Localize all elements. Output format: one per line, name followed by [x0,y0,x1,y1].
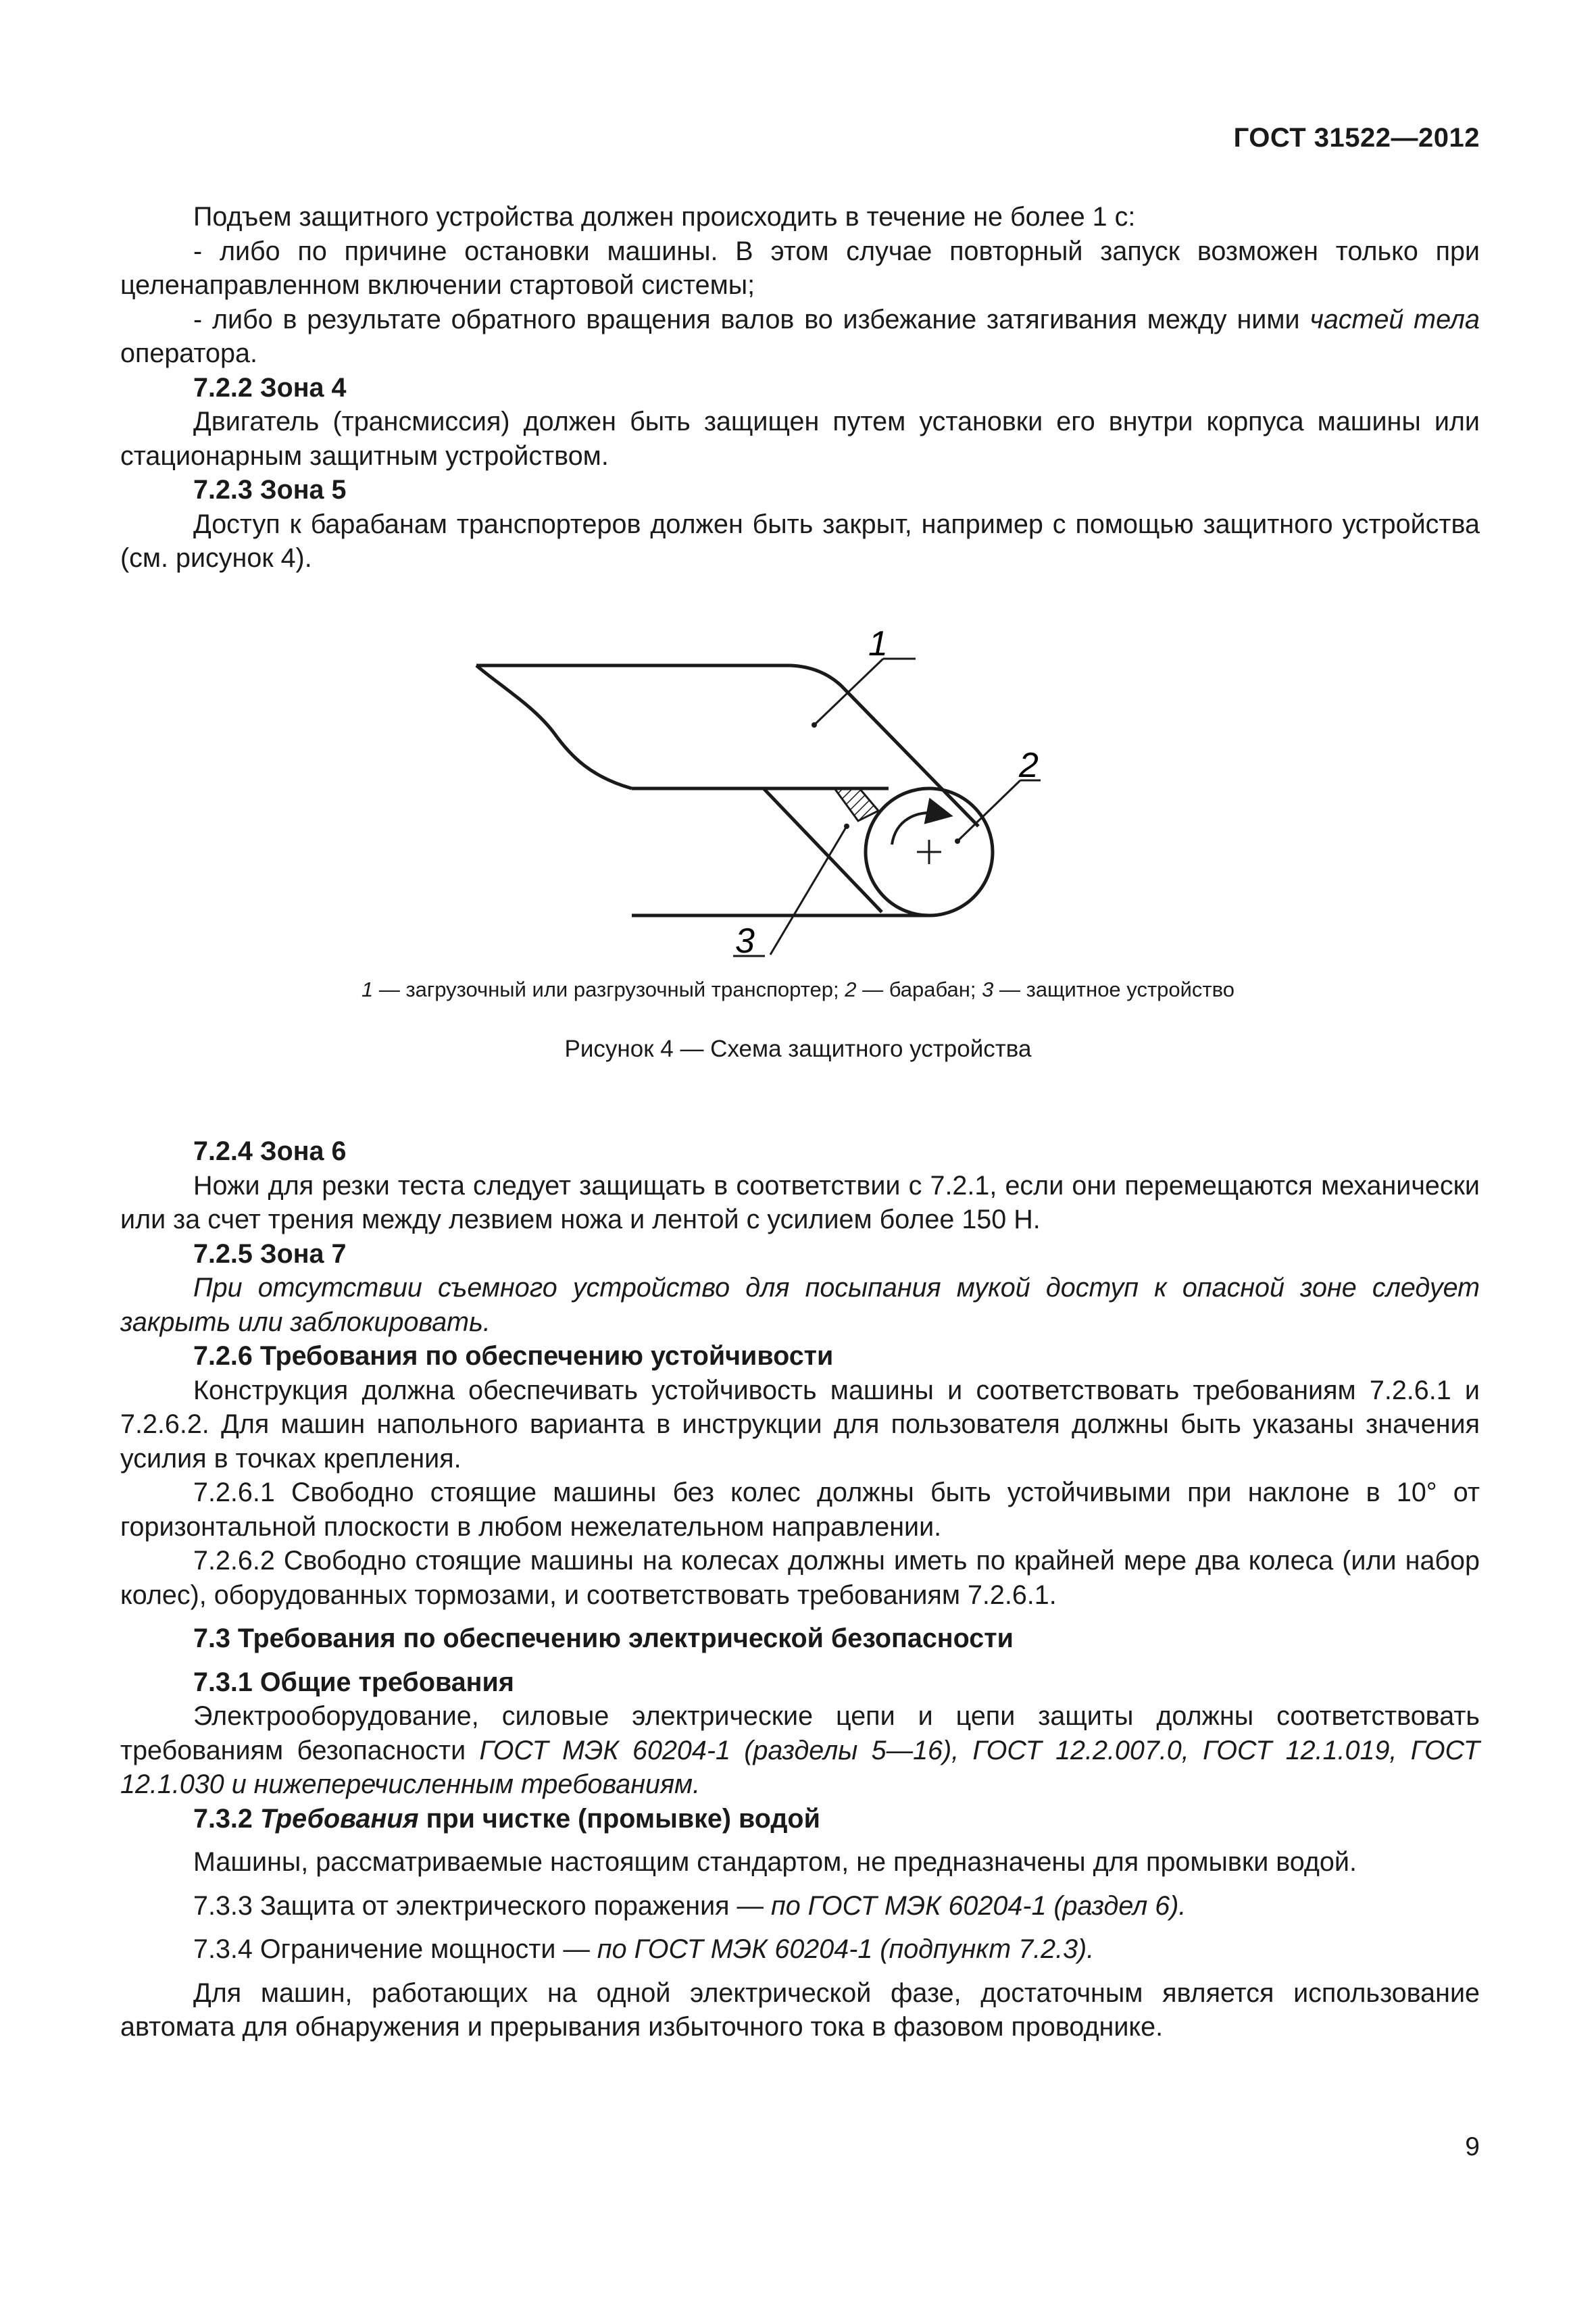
paragraph-7-2-6-2: 7.2.6.2 Свободно стоящие машины на колесах должны иметь по крайней мере два колеса (или набор колес), оборудованных тормозами, и соответствовать требованиям 7.2.6.1. [120,1546,1480,1610]
italic-run: ГОСТ МЭК 60204-1 (разделы 5—16), ГОСТ 12.2.007.0, ГОСТ 12.1.019, ГОСТ 12.1.030 и нижеперечисленным требованиям. [120,1735,1480,1799]
paragraph-7-3-3 [120,1889,1480,1923]
heading-general-requirements: 7.3.1 Общие требования [193,1667,514,1697]
legend-number: 2 [845,978,857,1001]
text-run: 7.3.2 [193,1803,260,1834]
paragraph-reverse-rotation [120,303,1480,371]
text-run: - либо в результате обратного вращения валов во избежание затягивания между ними [193,304,1310,334]
heading-water-cleaning [120,1802,1480,1836]
text-run: оператора. [120,338,257,368]
legend-text: — защитное устройство [993,978,1235,1001]
label-1: 1 [868,624,888,663]
text-run: 7.3.3 Защита от электрического поражения — [193,1890,771,1921]
heading-zone-7: 7.2.5 Зона 7 [193,1238,347,1269]
paragraph-zone-5: Доступ к барабанам транспортеров должен быть закрыт, например с помощью защитного устройства (см. рисунок 4). [120,509,1480,573]
figure-legend [0,978,1596,1002]
paragraph-single-phase: Для машин, работающих на одной электрической фазе, достаточным является использование автомата для обнаружения и прерывания избыточного тока в фазовом проводнике. [120,1978,1480,2042]
legend-text: — барабан; [856,978,982,1001]
paragraph-zone-7: При отсутствии съемного устройство для посыпания мукой доступ к опасной зоне следует закрыть или заблокировать. [120,1273,1480,1337]
italic-run: частей тела [1310,304,1480,334]
heading-zone-4: 7.2.2 Зона 4 [193,372,347,403]
label-2: 2 [1019,746,1039,785]
heading-zone-6: 7.2.4 Зона 6 [193,1136,347,1166]
text-run: 7.3.4 Ограничение мощности — [193,1934,597,1964]
paragraph-machine-stop: - либо по причине остановки машины. В этом случае повторный запуск возможен только при целенаправленном включении стартовой системы; [120,236,1480,300]
drum [866,788,993,915]
paragraph-7-3-1 [120,1699,1480,1802]
figure-caption: Рисунок 4 — Схема защитного устройства [564,1036,1032,1062]
page-number: 9 [1465,2132,1480,2161]
heading-zone-5: 7.2.3 Зона 5 [193,475,347,505]
legend-number: 1 [361,978,374,1001]
heading-electrical-safety: 7.3 Требования по обеспечению электрической безопасности [193,1624,1014,1653]
label-3: 3 [735,922,755,961]
document-header: ГОСТ 31522—2012 [1233,123,1480,153]
italic-run: по ГОСТ МЭК 60204-1 (раздел 6). [771,1890,1187,1921]
figure-4-diagram [446,611,1081,976]
italic-run: Требования [259,1803,419,1834]
italic-run: по ГОСТ МЭК 60204-1 (подпункт 7.2.3). [597,1934,1095,1964]
text-run: Электрооборудование, силовые электрические цепи и цепи защиты должны соответствовать требованиям безопасности [120,1701,1480,1765]
paragraph-7-3-2: Машины, рассматриваемые настоящим стандартом, не предназначены для промывки водой. [193,1847,1357,1877]
text-block-top [120,200,1480,576]
legend-number: 3 [982,978,994,1001]
paragraph-7-2-6-1: 7.2.6.1 Свободно стоящие машины без колес должны быть устойчивыми при наклоне в 10° от горизонтальной плоскости в любом нежелательном направлении. [120,1478,1480,1542]
text-run: при чистке (промывке) водой [418,1803,820,1834]
legend-text: — загрузочный или разгрузочный транспортер; [373,978,845,1001]
paragraph-7-3-4 [120,1932,1480,1967]
paragraph-zone-6: Ножи для резки теста следует защищать в соответствии с 7.2.1, если они перемещаются механически или за счет трения между лезвием ножа и лентой с усилием более 150 Н. [120,1170,1480,1234]
text-block-bottom [120,1134,1480,2044]
paragraph-stability: Конструкция должна обеспечивать устойчивость машины и соответствовать требованиям 7.2.6.1 и 7.2.6.2. Для машин напольного варианта в инструкции для пользователя должны быть указаны значения усилия в точках крепления. [120,1375,1480,1474]
paragraph-zone-4: Двигатель (трансмиссия) должен быть защищен путем установки его внутри корпуса машины или стационарным защитным устройством. [120,407,1480,471]
heading-stability: 7.2.6 Требования по обеспечению устойчивости [193,1341,834,1371]
upper-conveyor [476,665,978,826]
paragraph-guard-lift: Подъем защитного устройства должен происходить в течение не более 1 с: [193,202,1136,232]
